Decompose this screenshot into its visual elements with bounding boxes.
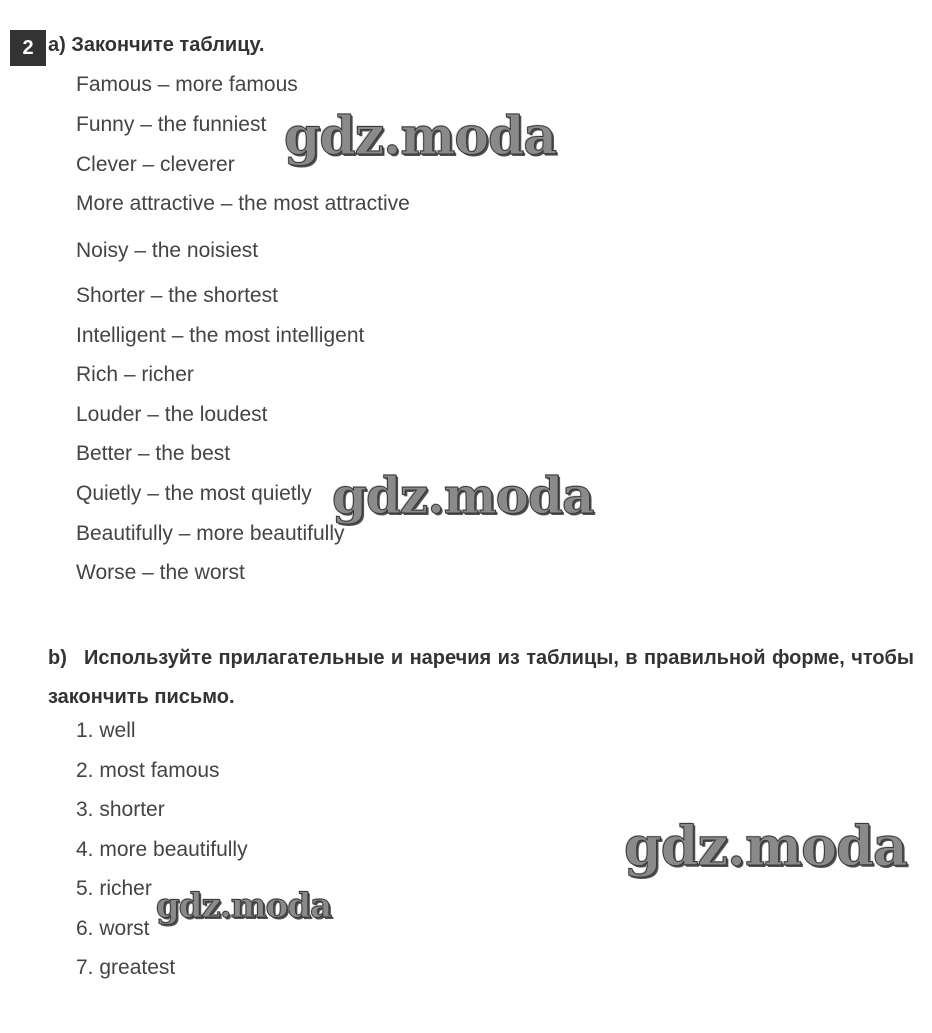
part-b-letter: b) xyxy=(48,647,67,669)
answer-item: 1. well xyxy=(76,719,136,742)
answer-item: 4. more beautifully xyxy=(76,838,248,861)
answer-item: 2. most famous xyxy=(76,759,220,782)
table-row: Rich – richer xyxy=(76,363,194,386)
watermark-logo: gdz.moda xyxy=(284,106,557,167)
watermark-logo: gdz.moda xyxy=(624,814,907,878)
answer-item: 3. shorter xyxy=(76,798,165,821)
table-row: Beautifully – more beautifully xyxy=(76,522,345,545)
table-row: More attractive – the most attractive xyxy=(76,192,410,215)
table-row: Worse – the worst xyxy=(76,561,245,584)
table-row: Better – the best xyxy=(76,442,231,465)
table-row: Louder – the loudest xyxy=(76,403,268,426)
table-row: Intelligent – the most intelligent xyxy=(76,324,365,347)
task-number-badge: 2 xyxy=(10,30,46,66)
watermark-logo: gdz.moda xyxy=(156,886,332,926)
table-row: Quietly – the most quietly xyxy=(76,482,312,505)
table-row: Clever – cleverer xyxy=(76,153,235,176)
part-b-heading xyxy=(48,639,914,717)
part-a-heading: a) Закончите таблицу. xyxy=(48,34,265,56)
table-row: Shorter – the shortest xyxy=(76,284,278,307)
watermark-logo: gdz.moda xyxy=(332,466,594,525)
table-row: Noisy – the noisiest xyxy=(76,239,259,262)
table-row: Funny – the funniest xyxy=(76,113,267,136)
answer-item: 7. greatest xyxy=(76,956,176,979)
part-b-instruction: Используйте прилагательные и наречия из таблицы, в правильной форме, чтобы закончить письмо. xyxy=(48,647,914,708)
answer-item: 5. richer xyxy=(76,877,152,900)
answer-item: 6. worst xyxy=(76,917,150,940)
table-row: Famous – more famous xyxy=(76,73,298,96)
